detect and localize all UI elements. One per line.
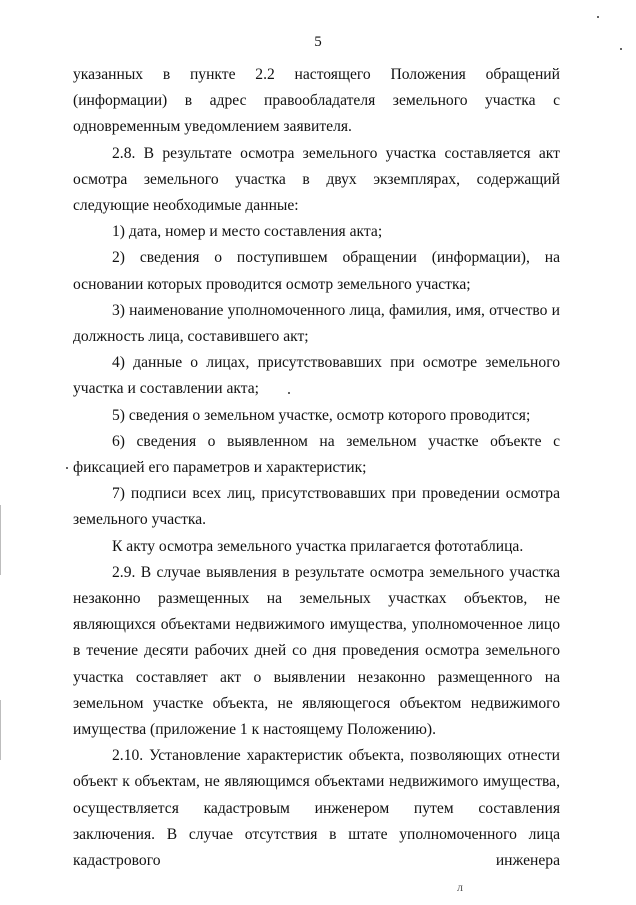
paragraph-clause-2-9: 2.9. В случае выявления в результате осмотра земельного участка незаконно размещенных на земельных участках объектов, не являющихся объектами недвижимого имущества, уполномоченное лицо в течение десяти рабочих дней со дня проведения осмотра земельного участка составляет акт о выявлении незаконно размещенного на земельном участке объекта, не являющегося объектом недвижимого имущества (приложение 1 к настоящему Положению). (73, 563, 560, 739)
list-item-5: 5) сведения о земельном участке, осмотр которого проводится; (112, 406, 531, 424)
list-item-1: 1) дата, номер и место составления акта; (112, 223, 383, 241)
scan-mark-glyph: л (457, 880, 463, 894)
list-item-2: 2) сведения о поступившем обращении (информации), на основании которых проводится осмотр земельного участка; (73, 249, 560, 293)
scan-speck (66, 467, 68, 469)
document-body (73, 62, 560, 874)
page-number: 5 (314, 34, 322, 50)
list-item-6: 6) сведения о выявленном на земельном участке объекте с фиксацией его параметров и характеристик; (73, 432, 560, 477)
scan-edge-line (0, 700, 1, 760)
scan-edge-line (0, 505, 1, 575)
scan-speck (288, 392, 290, 394)
list-item-4: 4) данные о лицах, присутствовавших при осмотре земельного участка и составлении акта; (73, 354, 560, 398)
scan-speck (620, 48, 622, 50)
paragraph-clause-2-8: 2.8. В результате осмотра земельного участка составляется акт осмотра земельного участка в двух экземплярах, содержащий следующие необходимые данные: (73, 144, 560, 215)
paragraph-phototable: К акту осмотра земельного участка прилагается фототаблица. (112, 537, 524, 555)
list-item-7: 7) подписи всех лиц, присутствовавших при проведении осмотра земельного участка. (73, 485, 560, 529)
scan-speck (597, 16, 599, 18)
paragraph-clause-2-10: 2.10. Установление характеристик объекта, позволяющих отнести объект к объектам, не являющимся объектами недвижимого имущества, осуществляется кадастровым инженером путем составления заключения. В случае отсутствия в штате уполномоченного лица кадастрового инженера (73, 747, 560, 870)
paragraph-continuation: указанных в пункте 2.2 настоящего Положения обращений (информации) в адрес правообладателя земельного участка с одновременным уведомлением заявителя. (73, 66, 560, 136)
list-item-3: 3) наименование уполномоченного лица, фамилия, имя, отчество и должность лица, составившего акт; (73, 301, 560, 346)
